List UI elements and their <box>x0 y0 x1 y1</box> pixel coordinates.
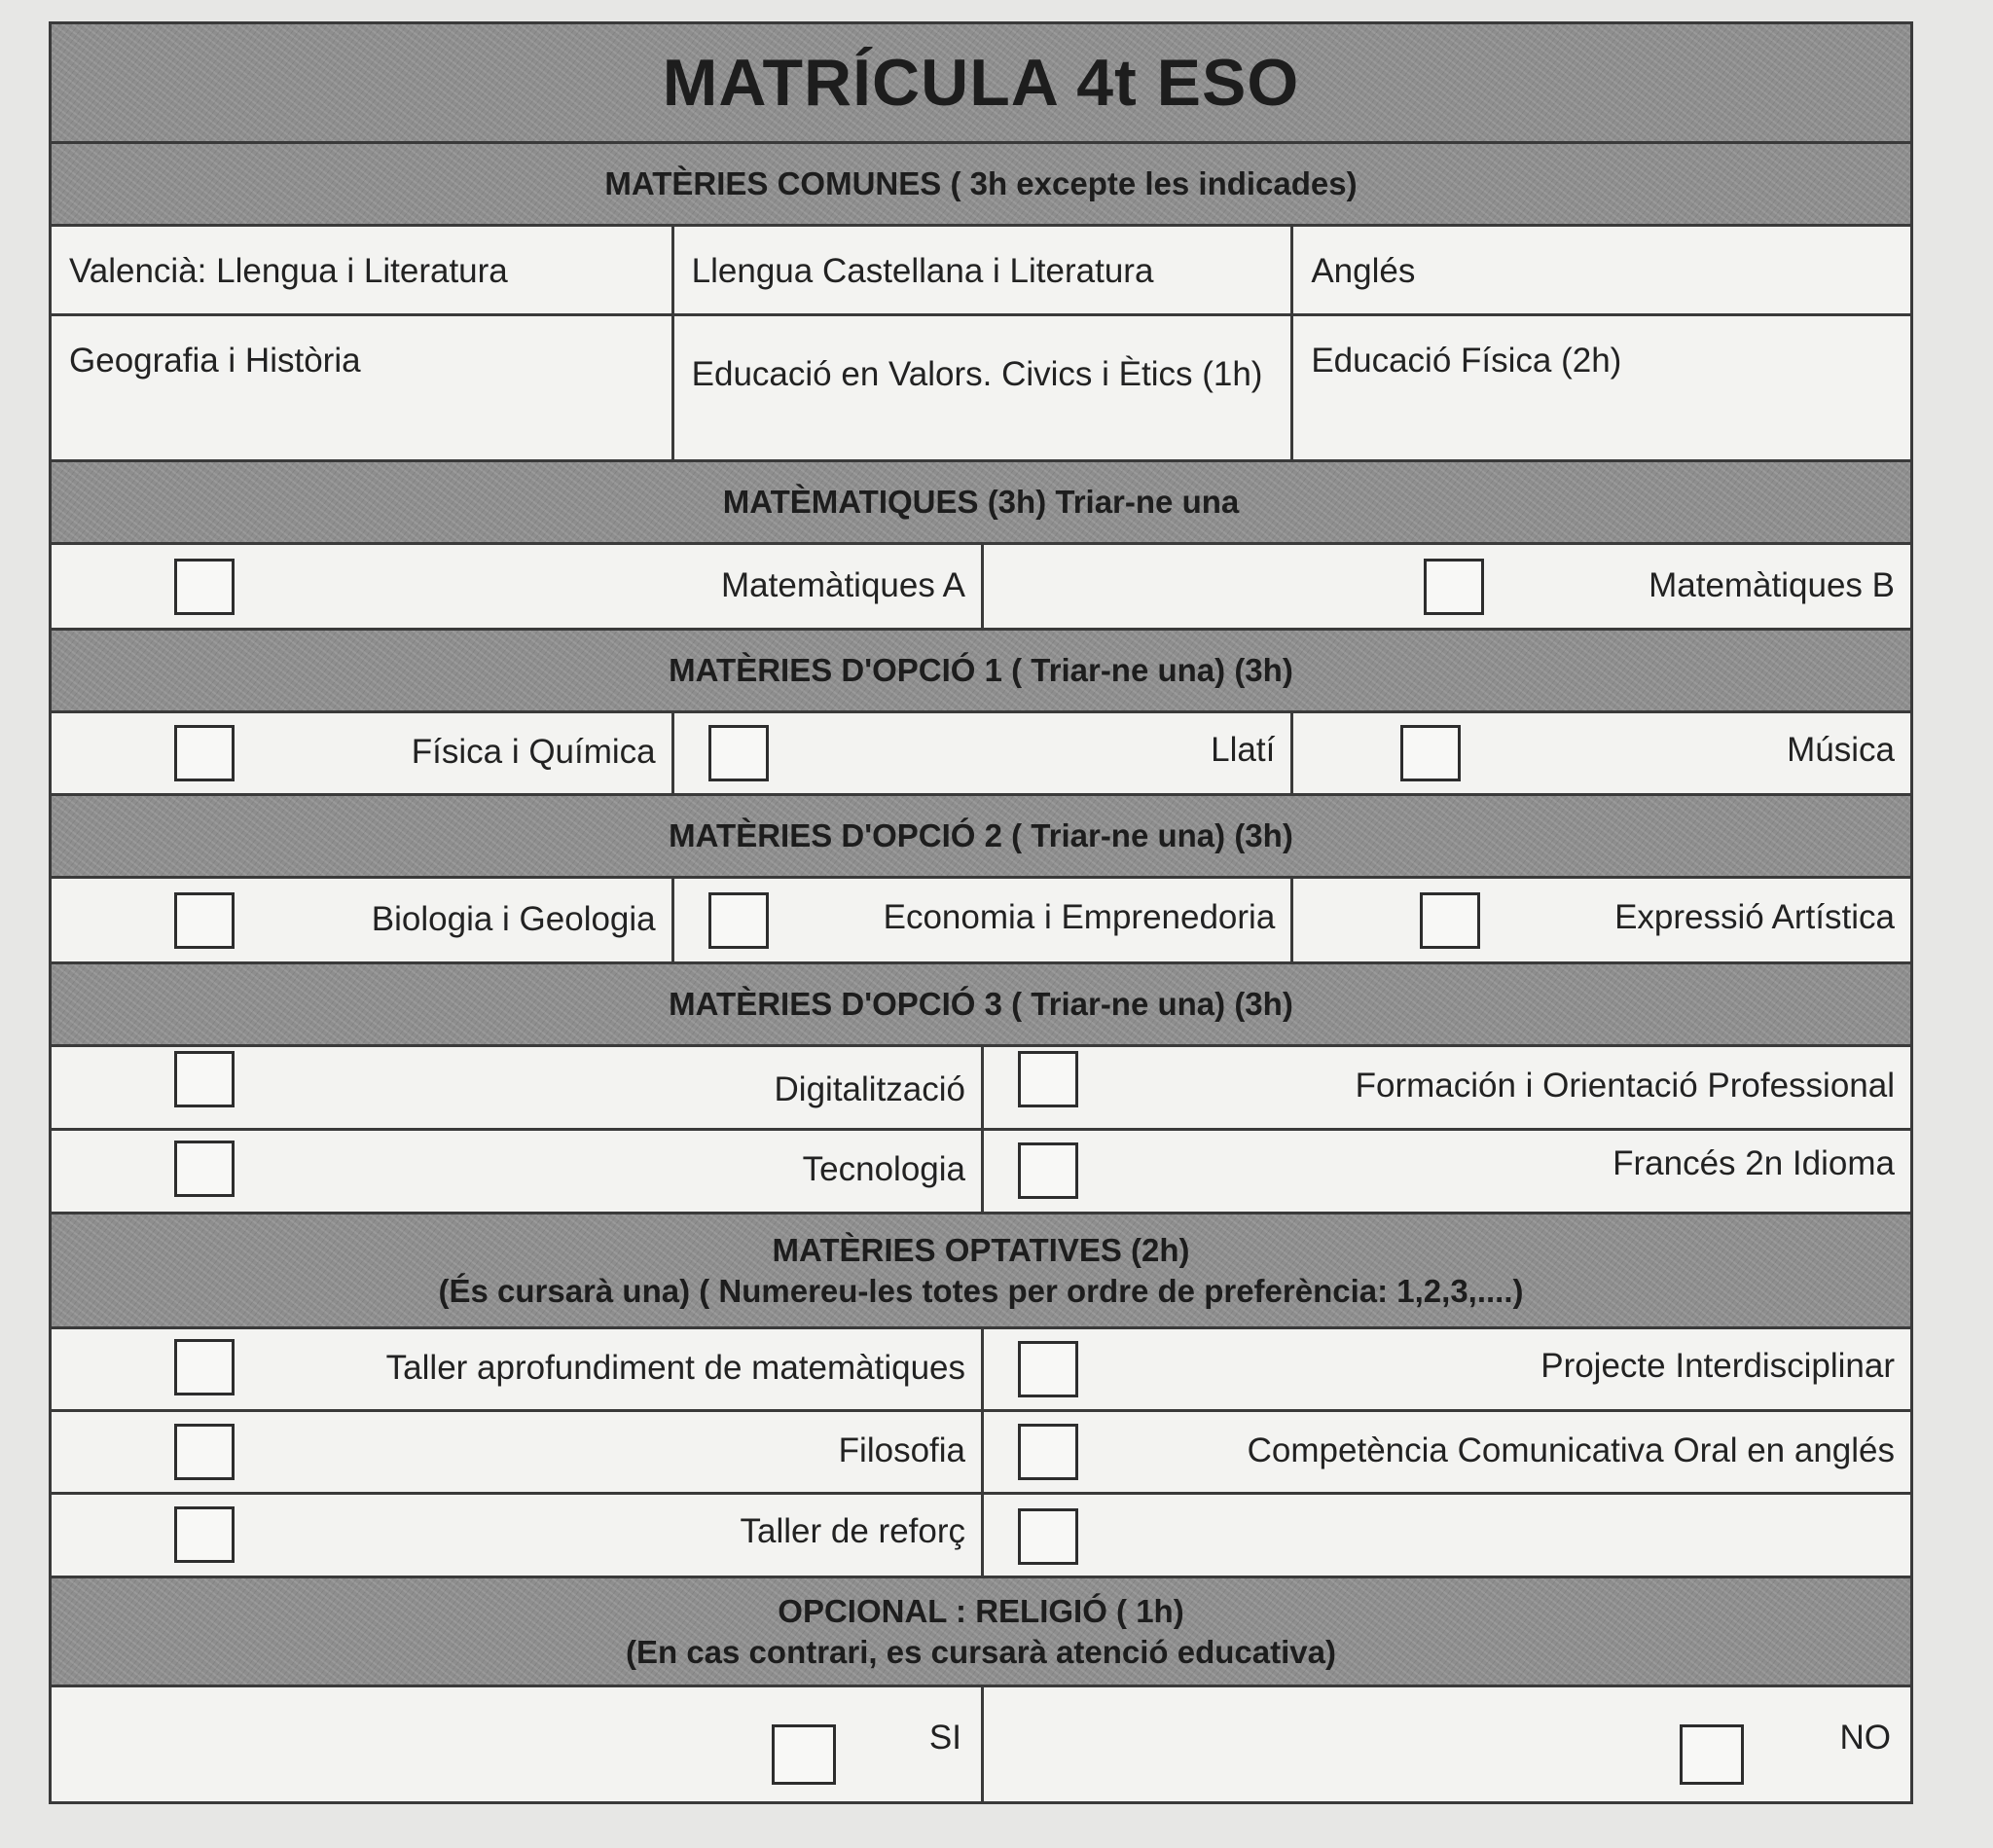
option-label: Projecte Interdisciplinar <box>1540 1347 1895 1385</box>
option-label: Competència Comunicativa Oral en anglés <box>1247 1431 1895 1469</box>
religio-title: OPCIONAL : RELIGIÓ ( 1h) <box>778 1592 1184 1629</box>
option-fisica-quimica[interactable] <box>52 713 671 793</box>
section-header-opcio2: MATÈRIES D'OPCIÓ 2 ( Triar-ne una) (3h) <box>52 793 1910 876</box>
opcio2-row <box>52 876 1910 961</box>
option-expressio-artistica[interactable] <box>1290 879 1910 961</box>
option-label: Biologia i Geologia <box>371 900 656 938</box>
option-taller-reforc[interactable] <box>52 1495 981 1576</box>
option-religio-no[interactable] <box>981 1687 1910 1801</box>
optatives-row-3 <box>52 1492 1910 1576</box>
section-header-religio <box>52 1576 1910 1685</box>
option-label: Matemàtiques A <box>721 566 965 604</box>
optatives-instructions: (És cursarà una) ( Numereu-les totes per ordre de preferència: 1,2,3,....) <box>438 1272 1524 1309</box>
option-label: Música <box>1787 731 1895 769</box>
checkbox[interactable] <box>708 892 769 949</box>
checkbox[interactable] <box>772 1724 836 1785</box>
option-frances[interactable] <box>981 1131 1910 1212</box>
option-label: Expressió Artística <box>1614 898 1895 936</box>
checkbox[interactable] <box>1680 1724 1744 1785</box>
option-label: Llatí <box>1211 731 1276 769</box>
option-label: SI <box>928 1719 961 1757</box>
section-header-opcio1: MATÈRIES D'OPCIÓ 1 ( Triar-ne una) (3h) <box>52 628 1910 710</box>
checkbox[interactable] <box>174 559 235 615</box>
option-label: Digitalització <box>774 1070 965 1108</box>
checkbox[interactable] <box>174 1424 235 1480</box>
section-header-matematiques: MATÈMATIQUES (3h) Triar-ne una <box>52 459 1910 542</box>
checkbox[interactable] <box>174 1141 235 1197</box>
option-label: Matemàtiques B <box>1649 566 1895 604</box>
option-economia-emprenedoria[interactable] <box>671 879 1291 961</box>
checkbox[interactable] <box>174 1506 235 1563</box>
option-matematiques-b[interactable] <box>981 545 1910 628</box>
checkbox[interactable] <box>174 892 235 949</box>
opcio1-row <box>52 710 1910 793</box>
option-digitalitzacio[interactable] <box>52 1047 981 1128</box>
section-header-comunes: MATÈRIES COMUNES ( 3h excepte les indicades) <box>52 141 1910 224</box>
option-religio-si[interactable] <box>52 1687 981 1801</box>
checkbox[interactable] <box>1424 559 1484 615</box>
section-header-opcio3: MATÈRIES D'OPCIÓ 3 ( Triar-ne una) (3h) <box>52 961 1910 1044</box>
subject-educacio-fisica: Educació Física (2h) <box>1290 316 1910 459</box>
section-header-optatives <box>52 1212 1910 1326</box>
subject-castellana: Llengua Castellana i Literatura <box>671 227 1291 313</box>
subject-angles: Anglés <box>1290 227 1910 313</box>
option-biologia-geologia[interactable] <box>52 879 671 961</box>
option-label: Taller de reforç <box>740 1512 965 1550</box>
option-matematiques-a[interactable] <box>52 545 981 628</box>
option-label: Taller aprofundiment de matemàtiques <box>385 1349 965 1387</box>
option-musica[interactable] <box>1290 713 1910 793</box>
option-label: NO <box>1839 1719 1891 1757</box>
option-projecte-interdisciplinar[interactable] <box>981 1329 1910 1409</box>
comunes-row-1 <box>52 224 1910 313</box>
checkbox[interactable] <box>1400 725 1461 781</box>
checkbox[interactable] <box>174 725 235 781</box>
option-label: Formación i Orientació Professional <box>1355 1067 1895 1105</box>
checkbox[interactable] <box>1420 892 1480 949</box>
checkbox[interactable] <box>174 1051 235 1107</box>
form-title: MATRÍCULA 4t ESO <box>52 24 1910 141</box>
option-label: Filosofia <box>838 1431 965 1469</box>
checkbox[interactable] <box>1018 1142 1078 1199</box>
checkbox[interactable] <box>1018 1051 1078 1107</box>
opcio3-row-2 <box>52 1128 1910 1212</box>
subject-valors: Educació en Valors. Civics i Ètics (1h) <box>671 316 1291 459</box>
matematiques-row <box>52 542 1910 628</box>
religio-row <box>52 1685 1910 1801</box>
optatives-row-2 <box>52 1409 1910 1492</box>
option-label: Física i Química <box>411 733 656 771</box>
option-taller-aprofundiment[interactable] <box>52 1329 981 1409</box>
checkbox[interactable] <box>708 725 769 781</box>
optatives-row-1 <box>52 1326 1910 1409</box>
optatives-title: MATÈRIES OPTATIVES (2h) <box>772 1231 1190 1268</box>
option-label: Economia i Emprenedoria <box>883 898 1276 936</box>
checkbox[interactable] <box>1018 1508 1078 1565</box>
subject-geografia: Geografia i Història <box>69 342 361 380</box>
option-label: Tecnologia <box>802 1150 965 1188</box>
option-competencia-oral[interactable] <box>981 1412 1910 1492</box>
checkbox[interactable] <box>1018 1341 1078 1397</box>
option-llati[interactable] <box>671 713 1291 793</box>
checkbox[interactable] <box>1018 1424 1078 1480</box>
option-filosofia[interactable] <box>52 1412 981 1492</box>
religio-note: (En cas contrari, es cursarà atenció educativa) <box>626 1633 1336 1670</box>
option-tecnologia[interactable] <box>52 1131 981 1212</box>
option-label: Francés 2n Idioma <box>1613 1144 1895 1182</box>
subject-valencia: Valencià: Llengua i Literatura <box>69 252 508 290</box>
comunes-row-2 <box>52 313 1910 459</box>
checkbox[interactable] <box>174 1339 235 1395</box>
opcio3-row-1 <box>52 1044 1910 1128</box>
optatives-empty-cell <box>981 1495 1910 1576</box>
option-formacio-orientacio[interactable] <box>981 1047 1910 1128</box>
enrollment-form <box>49 21 1913 1804</box>
